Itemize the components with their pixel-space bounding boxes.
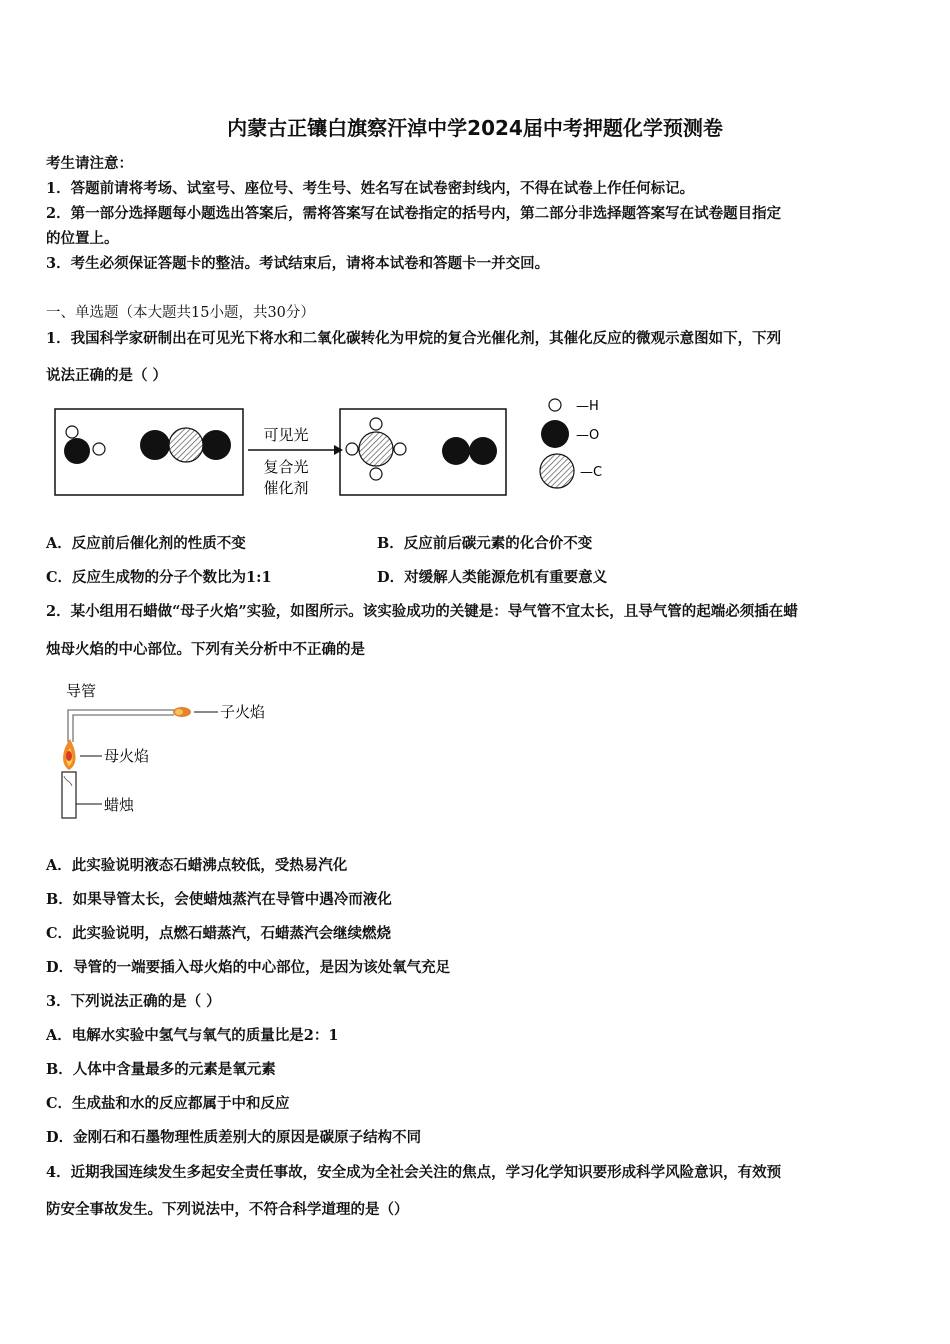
q1-reaction-diagram <box>40 392 630 504</box>
reaction-arrow <box>248 426 343 497</box>
notice-heading: 考生请注意： <box>46 155 133 172</box>
child-flame <box>173 707 191 717</box>
water-molecule <box>64 426 105 464</box>
co2-molecule <box>140 428 231 462</box>
q1-stem-line2: 说法正确的是（ ） <box>46 367 168 384</box>
legend-c: —C <box>580 465 603 480</box>
arrow-label-top: 可见光 <box>263 426 309 444</box>
mother-flame <box>63 739 75 770</box>
q3-option-b: B．人体中含量最多的元素是氧元素 <box>46 1061 276 1078</box>
q2-candle-diagram <box>46 676 296 826</box>
notice-item-2-cont: 的位置上。 <box>46 230 119 247</box>
section-heading: 一、单选题（本大题共15小题，共30分） <box>46 305 315 321</box>
q3-option-d: D．金刚石和石墨物理性质差别大的原因是碳原子结构不同 <box>46 1129 422 1146</box>
arrow-label-bottom-1: 复合光 <box>263 458 309 476</box>
q4-stem-line1: 4．近期我国连续发生多起安全责任事故，安全成为全社会关注的焦点，学习化学知识要形成科学风险意识，有效预 <box>46 1164 782 1181</box>
notice-item-1: 1．答题前请将考场、试室号、座位号、考生号、姓名写在试卷密封线内，不得在试卷上作任何标记。 <box>46 180 695 197</box>
candle-body <box>62 772 76 818</box>
q2-stem-line1: 2．某小组用石蜡做“母子火焰”实验，如图所示。该实验成功的关键是：导气管不宜太长，且导气管的起端必须插在蜡 <box>46 603 798 620</box>
oxygen-molecule <box>442 437 497 465</box>
q1-option-b: B．反应前后碳元素的化合价不变 <box>377 535 593 552</box>
q2-option-b: B．如果导管太长，会使蜡烛蒸汽在导管中遇冷而液化 <box>46 891 392 908</box>
q3-stem: 3．下列说法正确的是（ ） <box>46 993 221 1010</box>
label-tube: 导管 <box>66 682 97 700</box>
atom-legend <box>540 399 602 488</box>
q1-option-c: C．反应生成物的分子个数比为1:1 <box>46 569 272 586</box>
q4-stem-line2: 防安全事故发生。下列说法中，不符合科学道理的是（） <box>46 1201 409 1218</box>
methane-molecule <box>346 418 406 480</box>
arrow-label-bottom-2: 催化剂 <box>263 479 309 497</box>
q1-option-a: A．反应前后催化剂的性质不变 <box>46 535 246 552</box>
label-mother-flame: 母火焰 <box>104 747 150 765</box>
legend-o: —O <box>576 428 600 443</box>
q2-option-d: D．导管的一端要插入母火焰的中心部位，是因为该处氧气充足 <box>46 959 451 976</box>
legend-h: —H <box>576 399 599 414</box>
notice-item-3: 3．考生必须保证答题卡的整洁。考试结束后，请将本试卷和答题卡一并交回。 <box>46 255 550 272</box>
q3-option-c: C．生成盐和水的反应都属于中和反应 <box>46 1095 290 1112</box>
label-child-flame: 子火焰 <box>220 703 266 721</box>
q1-option-d: D．对缓解人类能源危机有重要意义 <box>377 569 608 586</box>
label-candle: 蜡烛 <box>104 796 135 814</box>
q3-option-a: A．电解水实验中氢气与氧气的质量比是2：1 <box>46 1027 339 1044</box>
notice-item-2: 2．第一部分选择题每小题选出答案后，需将答案写在试卷指定的括号内，第二部分非选择题答案写在试卷题目指定 <box>46 205 782 222</box>
page-title: 内蒙古正镶白旗察汗淖中学2024届中考押题化学预测卷 <box>227 116 723 140</box>
q2-option-c: C．此实验说明，点燃石蜡蒸汽，石蜡蒸汽会继续燃烧 <box>46 925 392 942</box>
q2-option-a: A．此实验说明液态石蜡沸点较低，受热易汽化 <box>46 857 348 874</box>
q2-stem-line2: 烛母火焰的中心部位。下列有关分析中不正确的是 <box>46 641 365 658</box>
q1-stem-line1: 1．我国科学家研制出在可见光下将水和二氧化碳转化为甲烷的复合光催化剂，其催化反应的微观示意图如下，下列 <box>46 330 782 347</box>
